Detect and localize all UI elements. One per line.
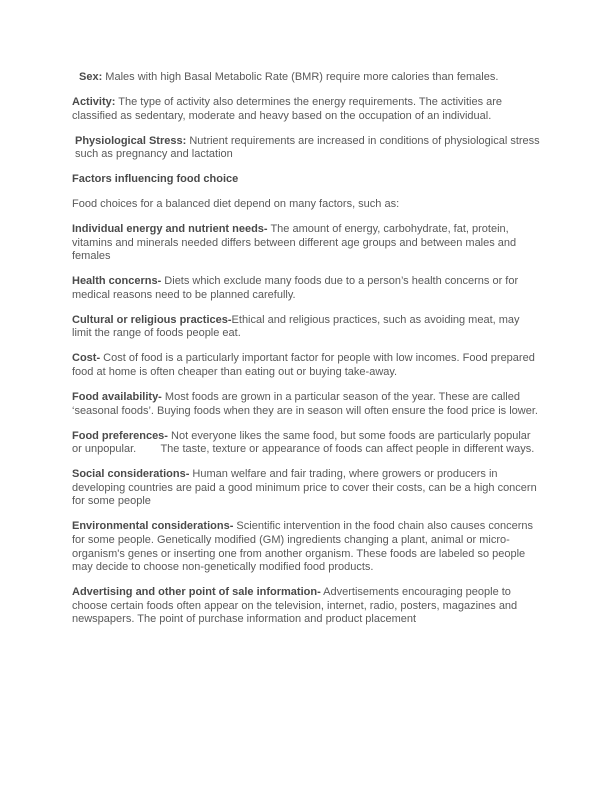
factor-individual-needs [72,223,542,264]
factor-text: Most foods are grown in a particular season of the year. These are called ‘seasonal foods’. Buying foods when they are in season will often ensure the food price is lower. [72,391,538,417]
paragraph-physiological-stress [72,135,542,162]
factor-term: Food preferences- [72,429,168,442]
factor-text: Scientific intervention in the food chain also causes concerns for some people. Genetically modified (GM) ingredients changing a plant, animal or micro-organism's genes or inserting one from another organism. These foods are labeled so people may decide to choose non-genetically modified food products. [72,520,533,574]
factor-text: Human welfare and fair trading, where growers or producers in developing countries are paid a good minimum price to cover their costs, can be a high concern for some people [72,468,537,508]
factor-text: Advertisements encouraging people to choose certain foods often appear on the television, internet, radio, posters, magazines and newspapers. The point of purchase information and product placement [72,586,518,626]
factor-term: Health concerns- [72,275,162,288]
factor-food-preferences [72,430,542,457]
factor-environmental-considerations [72,520,542,574]
document-page [72,71,542,638]
factor-text: Diets which exclude many foods due to a person’s health concerns or for medical reasons need to be planned carefully. [72,275,519,301]
term-activity: Activity: [72,95,116,108]
factor-text: Ethical and religious practices, such as avoiding meat, may limit the range of foods people eat. [72,313,520,340]
factor-health-concerns [72,275,542,302]
factor-term: Environmental considerations- [72,520,234,533]
factor-cultural-religious [72,314,542,341]
factor-term: Advertising and other point of sale information- [72,586,321,599]
text-sex: Males with high Basal Metabolic Rate (BMR) require more calories than females. [102,71,499,83]
factor-term: Food availability- [72,391,162,404]
paragraph-activity [72,96,542,123]
text-activity: The type of activity also determines the energy requirements. The activities are classified as sedentary, moderate and heavy based on the occupation of an individual. [72,95,503,122]
text-physiological-stress: Nutrient requirements are increased in conditions of physiological stress such as pregnancy and lactation [75,134,540,161]
factor-text: The amount of energy, carbohydrate, fat, protein, vitamins and minerals needed differs between different age groups and between males and females [72,223,517,263]
factor-text: Cost of food is a particularly important factor for people with low incomes. Food prepared food at home is often cheaper than eating out or buying take-away. [72,352,535,379]
intro-paragraph: Food choices for a balanced diet depend on many factors, such as: [72,198,400,211]
factor-text: Not everyone likes the same food, but some foods are particularly popular or unpopular. The taste, texture or appearance of foods can affect people in different ways. [72,429,535,456]
paragraph-sex [72,71,542,85]
factor-term: Social considerations- [72,468,190,481]
factor-term: Individual energy and nutrient needs- [72,223,268,236]
term-sex: Sex: [79,71,103,83]
factor-advertising [72,586,542,627]
factor-term: Cost- [72,352,101,365]
term-physiological-stress: Physiological Stress: [75,134,187,147]
factor-food-availability [72,391,542,418]
factor-cost [72,352,542,379]
factor-social-considerations [72,468,542,509]
factor-term: Cultural or religious practices- [72,313,232,326]
section-heading: Factors influencing food choice [72,173,239,186]
